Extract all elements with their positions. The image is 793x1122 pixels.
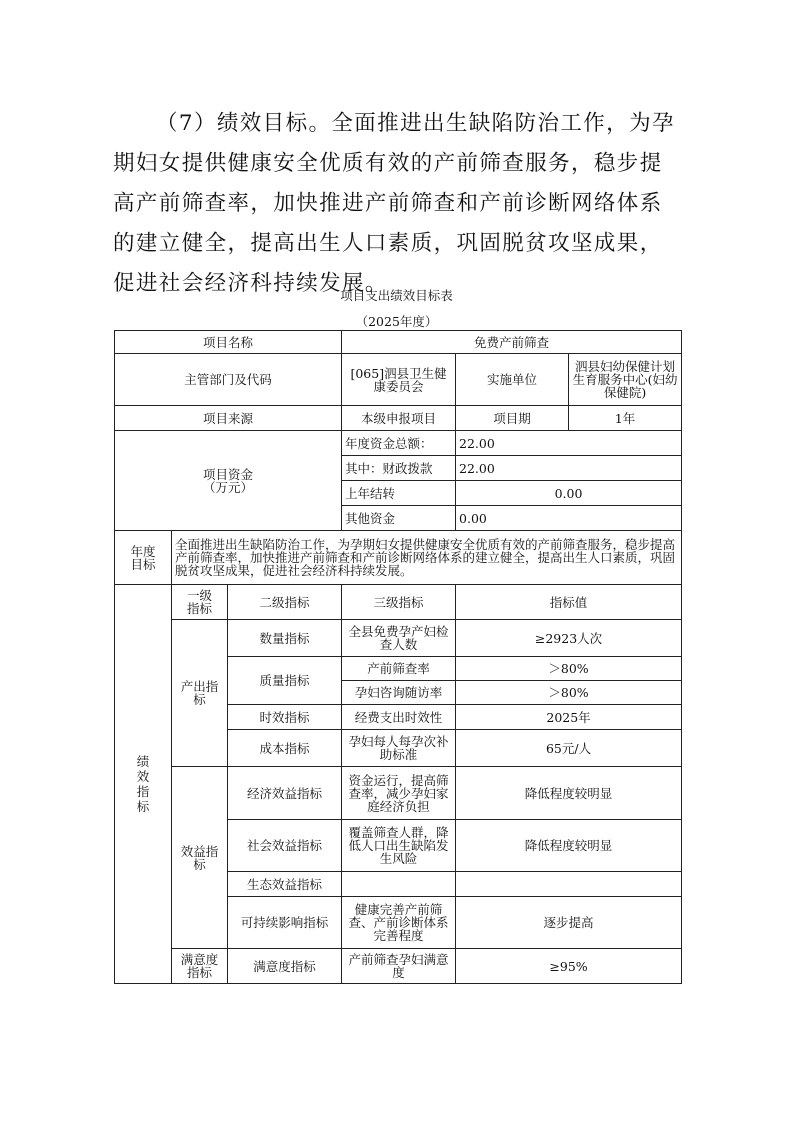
period-value: 1年 <box>569 406 682 431</box>
funds-fiscal-label: 其中：财政拨款 <box>342 456 456 481</box>
annual-goal-text: 全面推进出生缺陷防治工作，为孕期妇女提供健康安全优质有效的产前筛查服务，稳步提高产前筛查率，加快推进产前筛查和产前诊断网络体系的建立健全，提高出生人口素质，巩固脱贫攻坚成果，促进社会经济科持续发展。 <box>172 531 682 585</box>
value-cell: 逐步提高 <box>456 897 682 949</box>
intro-paragraph-text: （7）绩效目标。全面推进出生缺陷防治工作，为孕期妇女提供健康安全优质有效的产前筛查服务，稳步提高产前筛查率，加快推进产前筛查和产前诊断网络体系的建立健全，提高出生人口素质，巩固脱贫攻坚成果，促进社会经济科持续发展。 <box>113 111 675 296</box>
level3-cell: 孕妇每人每孕次补助标准 <box>342 730 456 767</box>
source-value: 本级申报项目 <box>342 406 456 431</box>
benefit-indicator-label: 效益指 标 <box>172 767 228 949</box>
value-cell: ＞80% <box>456 657 682 681</box>
project-name-label: 项目名称 <box>115 331 342 354</box>
value-cell: 降低程度较明显 <box>456 767 682 820</box>
header-value: 指标值 <box>456 585 682 620</box>
dept-value: [065]泗县卫生健康委员会 <box>342 354 456 406</box>
performance-target-table <box>114 330 682 984</box>
value-cell: ＞80% <box>456 681 682 705</box>
level2-cell: 可持续影响指标 <box>228 897 342 949</box>
value-cell: ≥95% <box>456 949 682 984</box>
level2-cell: 经济效益指标 <box>228 767 342 820</box>
project-name-value: 免费产前筛查 <box>342 331 682 354</box>
level3-cell: 健康完善产前筛查、产前诊断体系完善程度 <box>342 897 456 949</box>
source-label: 项目来源 <box>115 406 342 431</box>
period-label: 项目期 <box>456 406 569 431</box>
impl-unit-value: 泗县妇幼保健计划生育服务中心(妇幼保健院) <box>569 354 682 406</box>
satisfaction-indicator-label: 满意度 指标 <box>172 949 228 984</box>
level3-cell: 经费支出时效性 <box>342 705 456 730</box>
table-year: （2025年度） <box>355 314 438 329</box>
funds-carry-value: 0.00 <box>456 481 682 506</box>
funds-total-label: 年度资金总额： <box>342 431 456 456</box>
funds-other-value: 0.00 <box>456 506 682 531</box>
level2-cell: 成本指标 <box>228 730 342 767</box>
level3-cell: 全县免费孕产妇检查人数 <box>342 620 456 657</box>
funds-other-label: 其他资金 <box>342 506 456 531</box>
header-level3: 三级指标 <box>342 585 456 620</box>
header-level1: 一级 指标 <box>172 585 228 620</box>
value-cell: 2025年 <box>456 705 682 730</box>
level3-cell: 产前筛查率 <box>342 657 456 681</box>
output-indicator-label: 产出指 标 <box>172 620 228 767</box>
value-cell <box>456 872 682 897</box>
value-cell: 65元/人 <box>456 730 682 767</box>
value-cell: ≥2923人次 <box>456 620 682 657</box>
level3-cell: 覆盖筛查人群，降低人口出生缺陷发生风险 <box>342 820 456 872</box>
level2-cell: 生态效益指标 <box>228 872 342 897</box>
value-cell: 降低程度较明显 <box>456 820 682 872</box>
header-level2: 二级指标 <box>228 585 342 620</box>
funds-total-value: 22.00 <box>456 431 682 456</box>
annual-goal-label: 年度 目标 <box>115 531 172 585</box>
level3-cell: 产前筛查孕妇满意度 <box>342 949 456 984</box>
funds-carry-label: 上年结转 <box>342 481 456 506</box>
impl-unit-label: 实施单位 <box>456 354 569 406</box>
level2-cell: 社会效益指标 <box>228 820 342 872</box>
level3-cell <box>342 872 456 897</box>
level2-cell: 数量指标 <box>228 620 342 657</box>
table-title: 项目支出绩效目标表 <box>340 288 453 303</box>
dept-label: 主管部门及代码 <box>115 354 342 406</box>
intro-paragraph <box>113 104 683 304</box>
level2-cell: 满意度指标 <box>228 949 342 984</box>
level2-cell: 时效指标 <box>228 705 342 730</box>
funds-fiscal-value: 22.00 <box>456 456 682 481</box>
performance-indicator-label: 绩 效 指 标 <box>115 585 172 984</box>
funds-label: 项目资金 （万元） <box>115 431 342 531</box>
level2-cell: 质量指标 <box>228 657 342 705</box>
level3-cell: 孕妇咨询随访率 <box>342 681 456 705</box>
level3-cell: 资金运行，提高筛查率，减少孕妇家庭经济负担 <box>342 767 456 820</box>
